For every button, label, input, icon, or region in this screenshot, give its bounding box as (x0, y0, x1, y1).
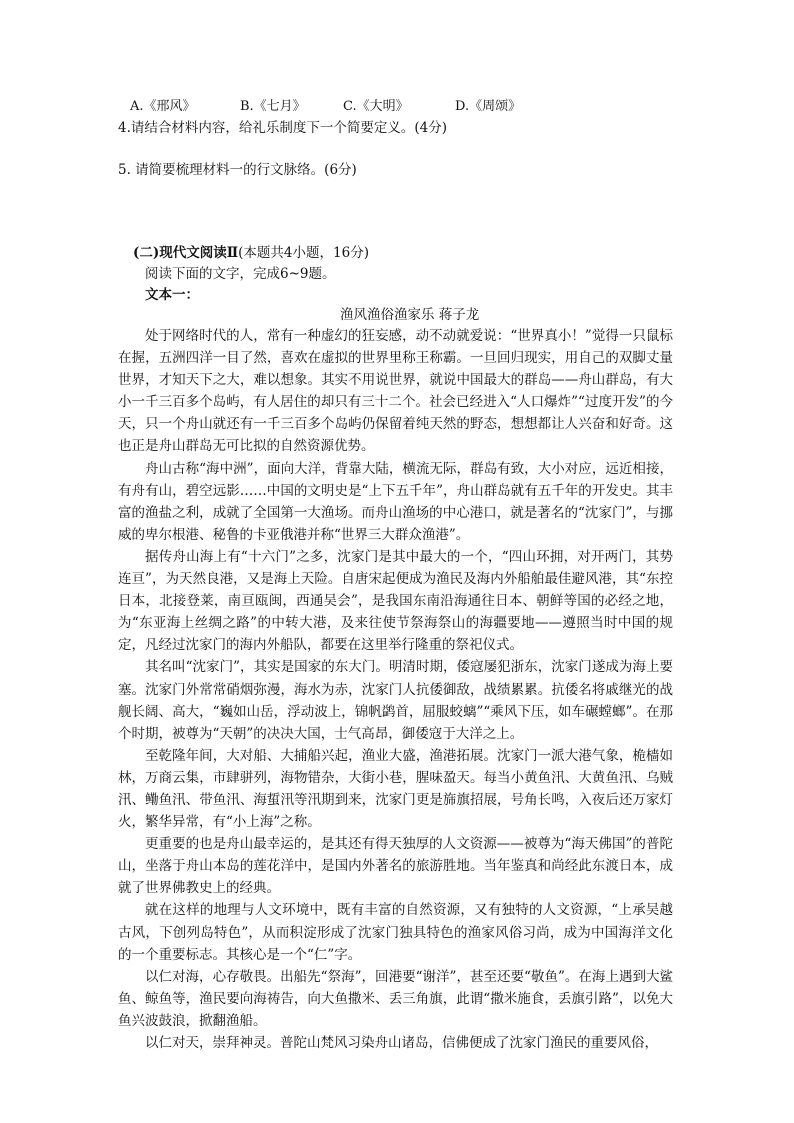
section-title (133, 243, 369, 263)
paragraph: 以仁对天，崇拜神灵。普陀山梵风习染舟山诸岛，信佛便成了沈家门渔民的重要风俗， (145, 1035, 658, 1051)
paragraph: 据传舟山海上有“十六门”之多，沈家门是其中最大的一个，“四山环拥，对开两门，其势连亘”，为天然良港，又是海上天险。自唐宋起便成为渔民及海内外船舶最佳避风港，其“东控日本，北接登莱，南亘瓯闽，西通吴会”，是我国东南沿海通往日本、朝鲜等国的必经之地，为“东亚海上丝绸之路”的中转大港，及来往使节祭海祭山的海疆要地——遵照当时中国的规定，凡经过沈家门的海内外船队，都要在这里举行隆重的祭祀仪式。 (118, 548, 673, 654)
section-title-rest: (本题共4小题，16分) (238, 245, 369, 261)
section-title-bold: (二)现代文阅读Ⅱ (133, 245, 239, 261)
answer-options (130, 97, 600, 117)
paragraph: 舟山古称“海中洲”，面向大洋，背靠大陆，横流无际，群岛有致，大小对应，远近相接，有舟有山，碧空远影……中国的文明史是“上下五千年”，舟山群岛就有五千年的开发史。其丰富的渔盐之利，成就了全国第一大渔场。而舟山渔场的中心港口，就是著名的“沈家门”，与挪威的卑尔根港、秘鲁的卡亚俄港并称“世界三大群众渔港”。 (118, 460, 673, 543)
option-c: C.《大明》 (343, 99, 409, 114)
paragraph: 以仁对海，心存敬畏。出船先“祭海”，回港要“谢洋”，甚至还要“敬鱼”。在海上遇到大鲨鱼、鲸鱼等，渔民要向海祷告，向大鱼撒米、丢三角旗，此谓“撒米施食，丢旗引路”，以免大鱼兴波鼓浪，掀翻渔船。 (118, 968, 673, 1029)
article-title: 渔风渔俗渔家乐 蒋子龙 (340, 307, 480, 323)
option-b: B.《七月》 (240, 99, 306, 114)
section-instruction: 阅读下面的文字，完成6~9题。 (145, 266, 336, 282)
article-body (118, 325, 673, 1054)
paragraph: 就在这样的地理与人文环境中，既有丰富的自然资源，又有独特的人文资源，“上承吴越古风，下创列岛特色”，从而积淀形成了沈家门独具特色的渔家风俗习尚，成为中国海洋文化的一个重要标志。其核心是一个“仁”字。 (118, 902, 673, 963)
option-d: D.《周颂》 (455, 99, 522, 114)
paragraph: 至乾隆年间，大对船、大捕船兴起，渔业大盛，渔港拓展。沈家门一派大港气象，桅樯如林，万商云集，市肆骈列，海物错杂，大街小巷，腥味盈天。每当小黄鱼汛、大黄鱼汛、乌贼汛、鳓鱼汛、带鱼汛、海蜇汛等汛期到来，沈家门更是旆旗招展，号角长鸣，入夜后还万家灯火，繁华异常，有“小上海”之称。 (118, 747, 673, 831)
question-5: 5. 请简要梳理材料一的行文脉络。(6分) (118, 162, 357, 178)
paragraph: 处于网络时代的人，常有一种虚幻的狂妄感，动不动就爱说：“世界真小！”觉得一只鼠标在握，五洲四洋一目了然，喜欢在虚拟的世界里称王称霸。一旦回归现实，用自己的双脚丈量世界，才知天下之大，难以想象。其实不用说世界，就说中国最大的群岛——舟山群岛，有大小一千三百多个岛屿，有人居住的却只有三十二个。社会已经进入“人口爆炸”“过度开发”的今天，只一个舟山就还有一千三百多个岛屿仍保留着纯天然的野态，想想都让人兴奋和好奇。这也正是舟山群岛无可比拟的自然资源优势。 (118, 328, 673, 455)
paragraph: 其名叫“沈家门”，其实是国家的东大门。明清时期，倭寇屡犯浙东，沈家门遂成为海上要塞。沈家门外常常硝烟弥漫，海水为赤，沈家门人抗倭御敌，战绩累累。抗倭名将戚继光的战舰长阔、高大，“巍如山岳，浮动波上，锦帆鹢首，屈服蛟螭”“乘风下压，如车碾螳螂”。在那个时期，被尊为“天朝”的决决大国，士气高昂，御倭寇于大洋之上。 (118, 659, 673, 742)
text-one-label: 文本一： (145, 287, 199, 303)
option-a: A.《邢风》 (130, 99, 196, 114)
question-4: 4.请结合材料内容，给礼乐制度下一个简要定义。(4分) (118, 120, 448, 136)
paragraph: 更重要的也是舟山最幸运的，是其还有得天独厚的人文资源——被尊为“海天佛国”的普陀山，坐落于舟山本岛的莲花洋中，是国内外著名的旅游胜地。当年鉴真和尚经此东渡日本，成就了世界佛教史上的经典。 (118, 836, 673, 897)
